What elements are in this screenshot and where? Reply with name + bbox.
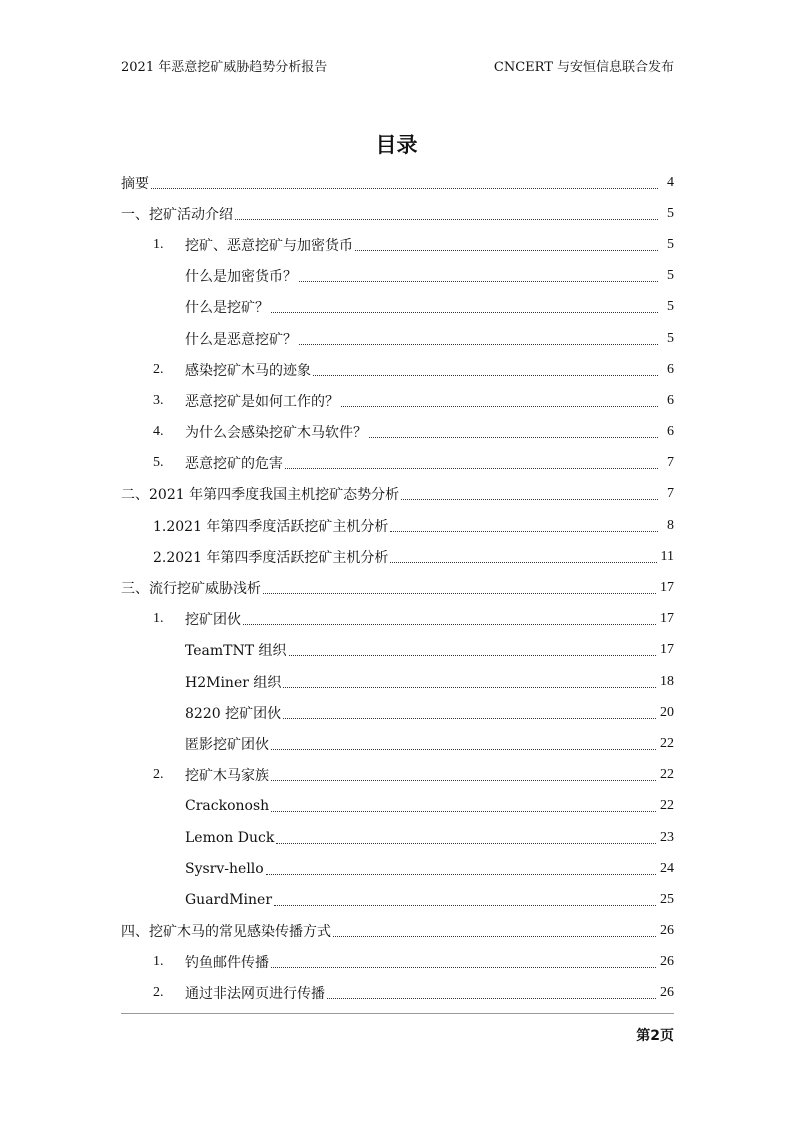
- toc-entry-page: 22: [660, 735, 674, 751]
- toc-entry-label: 摘要: [121, 175, 149, 192]
- toc-dot-leader: [271, 810, 656, 812]
- toc-entry[interactable]: [121, 635, 674, 666]
- toc-dot-leader: [235, 218, 658, 220]
- toc-entry-label: 为什么会感染挖矿木马软件？: [185, 425, 367, 442]
- toc-entry[interactable]: [121, 198, 674, 229]
- toc-entry[interactable]: [121, 791, 674, 822]
- toc-entry-label: Crackonosh: [185, 798, 270, 815]
- toc-dot-leader: [283, 717, 656, 719]
- toc-entry-page: 11: [660, 548, 674, 564]
- toc-dot-leader: [271, 779, 656, 781]
- toc-entry-number: 5.: [153, 455, 164, 471]
- toc-entry-page: 26: [660, 923, 674, 939]
- toc-entry-page: 26: [660, 954, 674, 970]
- toc-dot-leader: [289, 654, 656, 656]
- toc-entry-page: 18: [660, 673, 674, 689]
- toc-entry[interactable]: [121, 541, 674, 572]
- toc-entry[interactable]: [121, 448, 674, 479]
- toc-entry[interactable]: [121, 853, 674, 884]
- toc-entry[interactable]: [121, 479, 674, 510]
- toc-entry-page: 22: [660, 767, 674, 783]
- toc-dot-leader: [274, 904, 656, 906]
- toc-entry-label: TeamTNT 组织: [185, 643, 287, 660]
- toc-entry-label: 二、2021 年第四季度我国主机挖矿态势分析: [121, 487, 400, 504]
- toc-entry[interactable]: [121, 354, 674, 385]
- toc-entry-page: 26: [660, 985, 674, 1001]
- toc-entry-page: 5: [667, 205, 674, 221]
- toc-entry[interactable]: [121, 510, 674, 541]
- toc-dot-leader: [271, 311, 658, 313]
- toc-entry-label: 一、挖矿活动介绍: [121, 206, 233, 223]
- toc-entry-page: 17: [660, 580, 674, 596]
- toc-entry[interactable]: [121, 261, 674, 292]
- toc-dot-leader: [263, 592, 656, 594]
- toc-entry[interactable]: [121, 884, 674, 915]
- toc-entry-page: 25: [660, 891, 674, 907]
- toc-entry-number: 2.: [153, 985, 164, 1001]
- toc-entry-label: H2Miner 组织: [185, 674, 282, 691]
- toc-entry-page: 6: [667, 424, 674, 440]
- table-of-contents: [121, 167, 674, 1009]
- toc-entry-label: 钓鱼邮件传播: [185, 955, 269, 972]
- toc-entry-page: 22: [660, 798, 674, 814]
- toc-dot-leader: [243, 623, 656, 625]
- toc-dot-leader: [333, 935, 656, 937]
- toc-entry-page: 5: [667, 268, 674, 284]
- toc-entry-page: 6: [667, 361, 674, 377]
- toc-entry-number: 1.: [153, 236, 164, 252]
- toc-entry-page: 5: [667, 236, 674, 252]
- toc-entry[interactable]: [121, 385, 674, 416]
- toc-dot-leader: [299, 280, 658, 282]
- toc-entry-page: 5: [667, 330, 674, 346]
- toc-dot-leader: [390, 561, 656, 563]
- toc-entry-number: 3.: [153, 392, 164, 408]
- toc-entry-label: 四、挖矿木马的常见感染传播方式: [121, 924, 331, 941]
- toc-dot-leader: [369, 436, 658, 438]
- toc-entry-page: 4: [667, 174, 674, 190]
- toc-entry[interactable]: [121, 728, 674, 759]
- toc-entry-label: 8220 挖矿团伙: [185, 705, 282, 722]
- toc-entry-page: 7: [667, 486, 674, 502]
- header-report-title: 2021 年恶意挖矿威胁趋势分析报告: [121, 60, 328, 75]
- toc-entry[interactable]: [121, 572, 674, 603]
- footer-divider: [121, 1013, 674, 1014]
- toc-entry[interactable]: [121, 760, 674, 791]
- toc-entry-label: 感染挖矿木马的迹象: [185, 362, 311, 379]
- toc-entry-label: 2.2021 年第四季度活跃挖矿主机分析: [153, 549, 389, 566]
- header-publisher: CNCERT 与安恒信息联合发布: [493, 60, 674, 75]
- toc-dot-leader: [390, 530, 658, 532]
- toc-entry-label: 恶意挖矿的危害: [185, 456, 283, 473]
- toc-entry-page: 6: [667, 392, 674, 408]
- toc-entry-label: 什么是挖矿？: [185, 300, 269, 317]
- toc-entry-number: 1.: [153, 611, 164, 627]
- toc-entry[interactable]: [121, 666, 674, 697]
- toc-entry-page: 20: [660, 704, 674, 720]
- toc-entry-page: 5: [667, 299, 674, 315]
- toc-dot-leader: [266, 873, 656, 875]
- toc-entry-number: 1.: [153, 954, 164, 970]
- toc-entry-number: 4.: [153, 424, 164, 440]
- footer-page-number: 第2页: [636, 1028, 674, 1044]
- toc-entry-page: 17: [660, 611, 674, 627]
- toc-dot-leader: [401, 498, 658, 500]
- toc-entry-page: 24: [660, 860, 674, 876]
- toc-entry-label: 匿影挖矿团伙: [185, 736, 269, 753]
- toc-entry-page: 7: [667, 455, 674, 471]
- toc-entry-label: 挖矿团伙: [185, 612, 241, 629]
- toc-dot-leader: [327, 997, 656, 999]
- toc-entry-label: 通过非法网页进行传播: [185, 986, 325, 1003]
- toc-entry-number: 2.: [153, 361, 164, 377]
- toc-title: 目录: [375, 133, 418, 157]
- toc-entry[interactable]: [121, 167, 674, 198]
- toc-entry-page: 23: [660, 829, 674, 845]
- toc-entry[interactable]: [121, 822, 674, 853]
- toc-entry-label: 三、流行挖矿威胁浅析: [121, 581, 261, 598]
- toc-entry[interactable]: [121, 417, 674, 448]
- toc-entry[interactable]: [121, 947, 674, 978]
- toc-entry-label: 挖矿木马家族: [185, 768, 269, 785]
- toc-entry-label: GuardMiner: [185, 891, 273, 908]
- toc-entry[interactable]: [121, 916, 674, 947]
- toc-entry-label: 恶意挖矿是如何工作的？: [185, 393, 339, 410]
- toc-dot-leader: [299, 343, 658, 345]
- toc-dot-leader: [271, 966, 656, 968]
- toc-entry-label: 挖矿、恶意挖矿与加密货币: [185, 237, 353, 254]
- toc-entry[interactable]: [121, 229, 674, 260]
- toc-entry[interactable]: [121, 323, 674, 354]
- toc-entry-page: 17: [660, 642, 674, 658]
- toc-entry-label: Lemon Duck: [185, 829, 275, 846]
- toc-dot-leader: [283, 686, 656, 688]
- toc-entry[interactable]: [121, 697, 674, 728]
- toc-entry-page: 8: [667, 517, 674, 533]
- toc-dot-leader: [271, 748, 656, 750]
- toc-entry[interactable]: [121, 604, 674, 635]
- toc-entry-label: 什么是恶意挖矿？: [185, 331, 297, 348]
- page-header: [121, 58, 674, 78]
- toc-dot-leader: [313, 374, 658, 376]
- toc-entry-label: Sysrv-hello: [185, 860, 264, 877]
- toc-dot-leader: [276, 842, 656, 844]
- toc-dot-leader: [341, 405, 658, 407]
- toc-entry[interactable]: [121, 292, 674, 323]
- toc-dot-leader: [285, 467, 658, 469]
- toc-dot-leader: [355, 249, 658, 251]
- toc-entry[interactable]: [121, 978, 674, 1009]
- toc-entry-label: 1.2021 年第四季度活跃挖矿主机分析: [153, 518, 389, 535]
- toc-dot-leader: [151, 187, 658, 189]
- toc-entry-label: 什么是加密货币？: [185, 269, 297, 286]
- toc-entry-number: 2.: [153, 767, 164, 783]
